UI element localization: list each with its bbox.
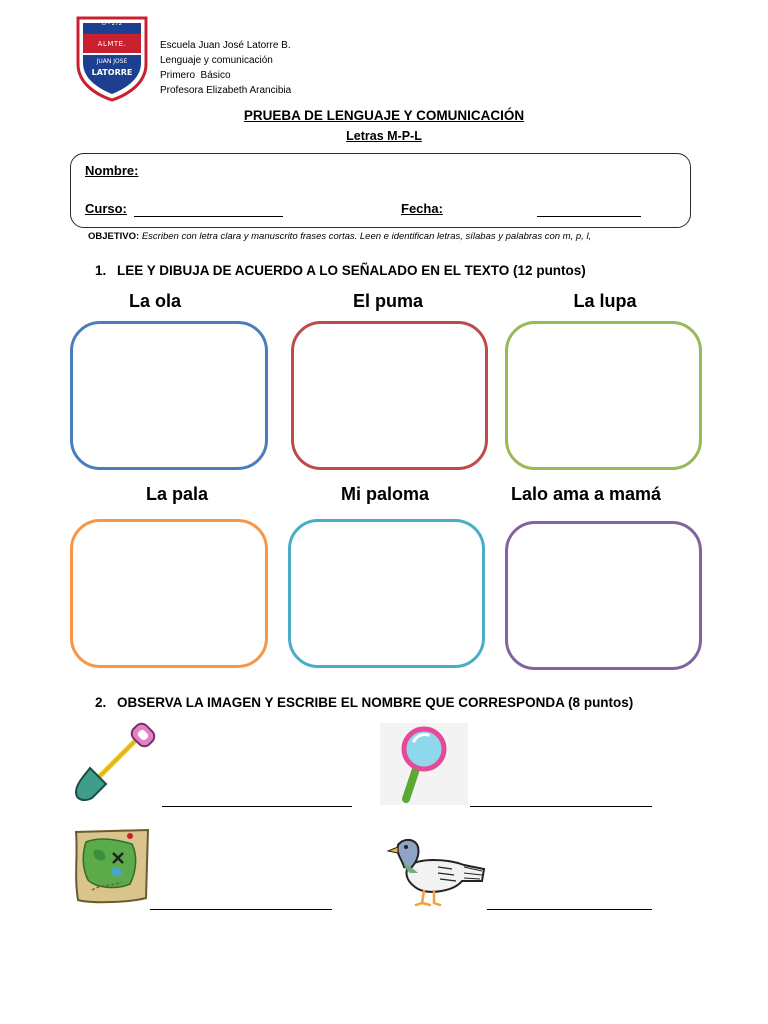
section-1-heading-text: LEE Y DIBUJA DE ACUERDO A LO SEÑALADO EN EL TEXTO (12 puntos) xyxy=(117,263,586,278)
test-subtitle: Letras M-P-L xyxy=(346,129,422,143)
name-label: Nombre: xyxy=(85,163,139,178)
caption-la-lupa: La lupa xyxy=(573,291,637,311)
section-1-heading xyxy=(95,263,586,278)
drawing-box-la-pala[interactable] xyxy=(70,519,268,668)
section-2-heading xyxy=(95,695,633,710)
answer-line-magnifying-glass[interactable] xyxy=(470,793,652,807)
school-info xyxy=(160,38,291,98)
objective-line xyxy=(88,231,591,242)
shovel-picture xyxy=(72,722,160,802)
crest-line-1: ALMTE. xyxy=(97,40,127,48)
caption-el-puma: El puma xyxy=(352,291,423,311)
caption-la-ola: La ola xyxy=(128,291,181,311)
caption-lalo-ama-a-mama: Lalo ama a mamá xyxy=(510,484,662,504)
section-2-heading-text: OBSERVA LA IMAGEN Y ESCRIBE EL NOMBRE QUE CORRESPONDA (8 puntos) xyxy=(117,695,634,710)
section-1-number: 1. xyxy=(95,263,107,278)
pigeon-picture xyxy=(378,833,488,909)
objective-text: Escriben con letra clara y manuscrito frases cortas. Leen e identifican letras, sílabas y palabras con m, p, l, xyxy=(141,231,592,242)
date-field[interactable] xyxy=(537,202,641,217)
objective-label: OBJETIVO: xyxy=(88,231,140,242)
date-label: Fecha: xyxy=(401,201,443,216)
crest-line-2: JUAN JOSE xyxy=(96,58,128,65)
answer-line-map[interactable] xyxy=(150,896,332,910)
course-label: Curso: xyxy=(85,201,127,216)
answer-line-pigeon[interactable] xyxy=(487,896,652,910)
grade-name: Primero Básico xyxy=(160,70,231,81)
name-field[interactable] xyxy=(151,166,671,181)
teacher-name: Profesora Elizabeth Arancibia xyxy=(160,85,292,96)
test-title: PRUEBA DE LENGUAJE Y COMUNICACIÓN xyxy=(243,108,525,123)
crest-code: D - 272 xyxy=(101,21,123,27)
drawing-box-mi-paloma[interactable] xyxy=(288,519,485,668)
crest-line-3: LATORRE xyxy=(91,68,133,77)
caption-la-pala: La pala xyxy=(145,484,209,504)
magnifying-glass-picture xyxy=(380,723,468,805)
course-field[interactable] xyxy=(134,202,283,217)
drawing-box-la-ola[interactable] xyxy=(70,321,268,470)
school-crest-logo xyxy=(76,16,148,102)
answer-line-shovel[interactable] xyxy=(162,793,352,807)
subject-name: Lenguaje y comunicación xyxy=(160,55,273,66)
section-2-number: 2. xyxy=(95,695,107,710)
drawing-box-la-lupa[interactable] xyxy=(505,321,702,470)
caption-mi-paloma: Mi paloma xyxy=(340,484,429,504)
school-name: Escuela Juan José Latorre B. xyxy=(160,40,291,51)
student-info-box xyxy=(70,153,691,228)
drawing-box-el-puma[interactable] xyxy=(291,321,488,470)
drawing-box-lalo-ama-a-mama[interactable] xyxy=(505,521,702,670)
map-picture xyxy=(72,826,152,906)
